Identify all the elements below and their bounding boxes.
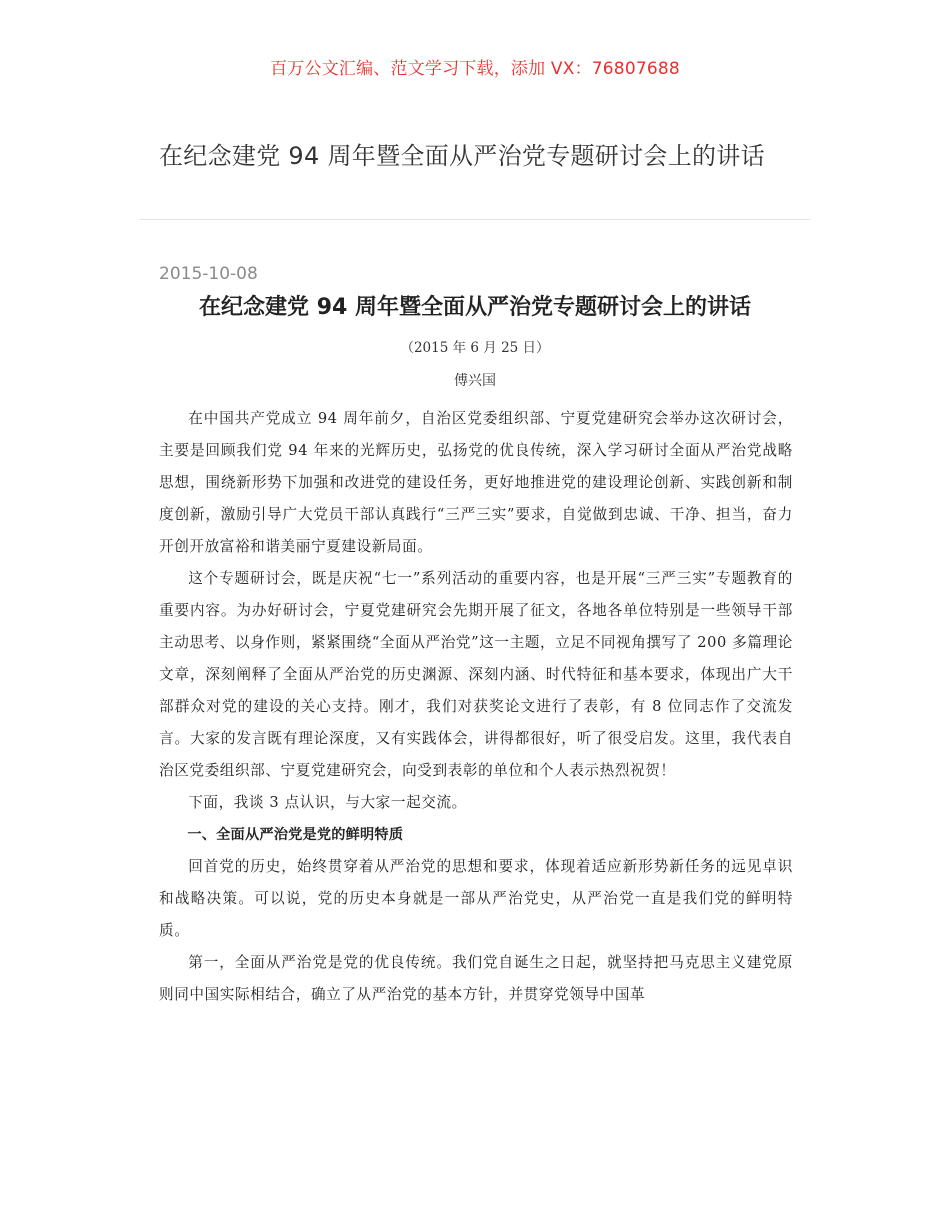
- paragraph: 回首党的历史，始终贯穿着从严治党的思想和要求，体现着适应新形势新任务的远见卓识和战略决策。可以说，党的历史本身就是一部从严治党史，从严治党一直是我们党的鲜明特质。: [159, 858, 793, 939]
- paragraph: 在中国共产党成立 94 周年前夕，自治区党委组织部、宁夏党建研究会举办这次研讨会，主要是回顾我们党 94 年来的光辉历史，弘扬党的优良传统，深入学习研讨全面从严治党战略思想，围绕新形势下加强和改进党的建设任务，更好地推进党的建设理论创新、实践创新和制度创新，激励引导广大党员干部认真践行“三严三实”要求，自觉做到忠诚、干净、担当，奋力开创开放富裕和谐美丽宁夏建设新局面。: [159, 410, 793, 555]
- header-divider: [140, 219, 810, 220]
- paragraph: 第一，全面从严治党是党的优良传统。我们党自诞生之日起，就坚持把马克思主义建党原则同中国实际相结合，确立了从严治党的基本方针，并贯穿党领导中国革: [159, 954, 793, 1003]
- article-body: [159, 403, 793, 1011]
- watermark-banner: 百万公文汇编、范文学习下载，添加 VX：76807688: [270, 59, 680, 79]
- page-title: 在纪念建党 94 周年暨全面从严治党专题研讨会上的讲话: [159, 142, 765, 170]
- post-date: 2015-10-08: [159, 264, 258, 284]
- article-title: 在纪念建党 94 周年暨全面从严治党专题研讨会上的讲话: [199, 295, 751, 320]
- paragraph: 这个专题研讨会，既是庆祝“七一”系列活动的重要内容，也是开展“三严三实”专题教育的重要内容。为办好研讨会，宁夏党建研究会先期开展了征文，各地各单位特别是一些领导干部主动思考、以身作则，紧紧围绕“全面从严治党”这一主题，立足不同视角撰写了 200 多篇理论文章，深刻阐释了全面从严治党的历史渊源、深刻内涵、时代特征和基本要求，体现出广大干部群众对党的建设的关心支持。刚才，我们对获奖论文进行了表彰，有 8 位同志作了交流发言。大家的发言既有理论深度，又有实践体会，讲得都很好，听了很受启发。这里，我代表自治区党委组织部、宁夏党建研究会，向受到表彰的单位和个人表示热烈祝贺！: [159, 570, 793, 779]
- article-author: 傅兴国: [454, 373, 496, 389]
- paragraph: 下面，我谈 3 点认识，与大家一起交流。: [188, 794, 467, 811]
- section-heading: 一、全面从严治党是党的鲜明特质: [187, 827, 404, 843]
- article-date: （2015 年 6 月 25 日）: [400, 340, 550, 356]
